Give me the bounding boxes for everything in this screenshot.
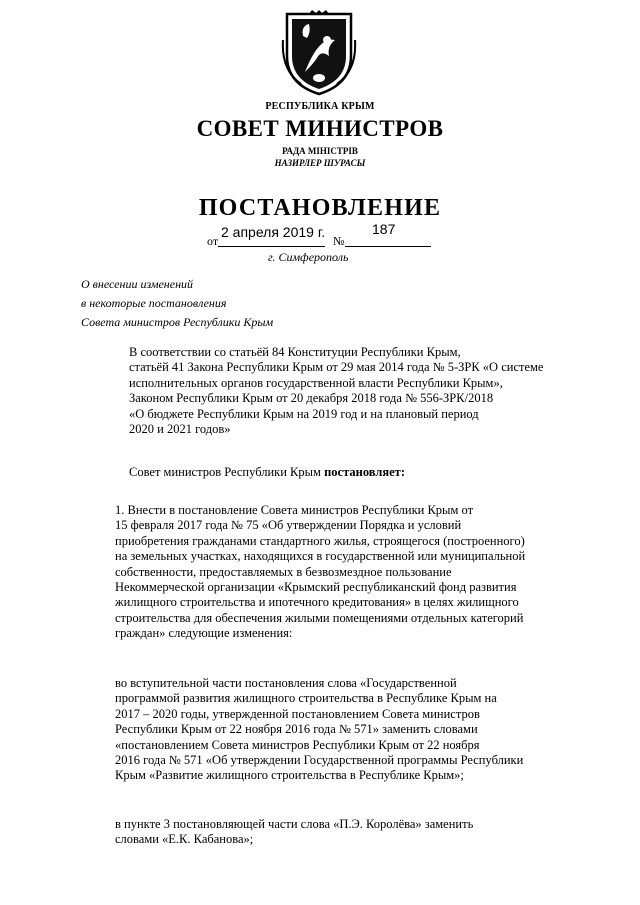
coat-of-arms-icon	[281, 10, 357, 96]
text-line: на земельных участках, находящихся в государственной или муниципальной	[115, 549, 526, 564]
organization-title: СОВЕТ МИНИСТРОВ	[196, 116, 444, 141]
text-line: Законом Республики Крым от 20 декабря 2018 года № 556-ЗРК/2018	[129, 391, 494, 406]
text-line: во вступительной части постановления слова «Государственной	[115, 676, 457, 690]
document-type-heading: ПОСТАНОВЛЕНИЕ	[198, 195, 442, 221]
date-underline	[218, 246, 325, 247]
date-label: от	[207, 234, 219, 248]
text-line: Некоммерческой организации «Крымский республиканский фонд развития	[115, 580, 517, 595]
text-line: Крым «Развитие жилищного строительства в Республике Крым»;	[115, 768, 464, 783]
resolution-statement	[81, 465, 584, 480]
number-underline	[345, 246, 431, 247]
resolution-text: Совет министров Республики Крым	[129, 465, 325, 479]
handwritten-number: 187	[372, 221, 396, 237]
text-line: словами «Е.К. Кабанова»;	[115, 832, 254, 847]
organization-subtitle-ukrainian: РАДА МІНІСТРІВ	[282, 146, 358, 156]
subject-line: Совета министров Республики Крым	[81, 315, 274, 329]
text-line: Республики Крым от 22 ноября 2016 года № 571» заменить словами	[115, 722, 478, 737]
text-line: строительства для обеспечения жилыми помещениями отдельных категорий	[115, 610, 524, 625]
number-label: №	[333, 234, 345, 248]
text-line: 15 февраля 2017 года № 75 «Об утверждении Порядка и условий	[115, 518, 462, 533]
text-line: 2020 и 2021 годов»	[129, 422, 231, 437]
text-line: приобретения гражданами стандартного жилья, строящегося (построенного)	[115, 533, 525, 548]
subject-line: О внесении изменений	[81, 277, 194, 291]
text-line: граждан» следующие изменения:	[115, 626, 293, 641]
text-line: «О бюджете Республики Крым на 2019 год и на плановый период	[129, 406, 479, 421]
text-line: статьёй 41 Закона Республики Крым от 29 мая 2014 года № 5-ЗРК «О системе	[129, 360, 544, 375]
text-line: 1. Внести в постановление Совета министров Республики Крым от	[115, 503, 474, 517]
amendment-paragraph-1	[81, 503, 584, 642]
republic-label: РЕСПУБЛИКА КРЫМ	[265, 101, 375, 112]
text-line: жилищного строительства и ипотечного кредитования» в целях жилищного	[115, 595, 519, 610]
preamble-paragraph	[81, 345, 584, 437]
city-label: г. Симферополь	[268, 250, 349, 264]
resolution-keyword: постановляет	[324, 465, 401, 479]
text-line: 2017 – 2020 годы, утвержденной постановлением Совета министров	[115, 706, 480, 721]
text-line: 2016 года № 571 «Об утверждении Государственной программы Республики	[115, 753, 524, 768]
resolution-colon: :	[400, 465, 405, 479]
text-line: В соответствии со статьёй 84 Конституции Республики Крым,	[129, 345, 461, 359]
amendment-paragraph-2	[81, 676, 584, 784]
text-line: исполнительных органов государственной власти Республики Крым»,	[129, 375, 503, 390]
text-line: «постановлением Совета министров Республики Крым от 22 ноября	[115, 737, 480, 752]
amendment-paragraph-3	[81, 817, 584, 848]
organization-subtitle-crimean-tatar: НАЗИРЛЕР ШУРАСЫ	[274, 158, 366, 168]
document-subject	[81, 275, 273, 332]
subject-line: в некоторые постановления	[81, 296, 227, 310]
text-line: в пункте 3 постановляющей части слова «П.Э. Королёва» заменить	[115, 817, 474, 831]
text-line: собственности, предоставляемых в безвозмездное пользование	[115, 564, 452, 579]
text-line: программой развития жилищного строительства в Республике Крым на	[115, 691, 497, 706]
handwritten-date: 2 апреля 2019 г.	[221, 224, 326, 240]
